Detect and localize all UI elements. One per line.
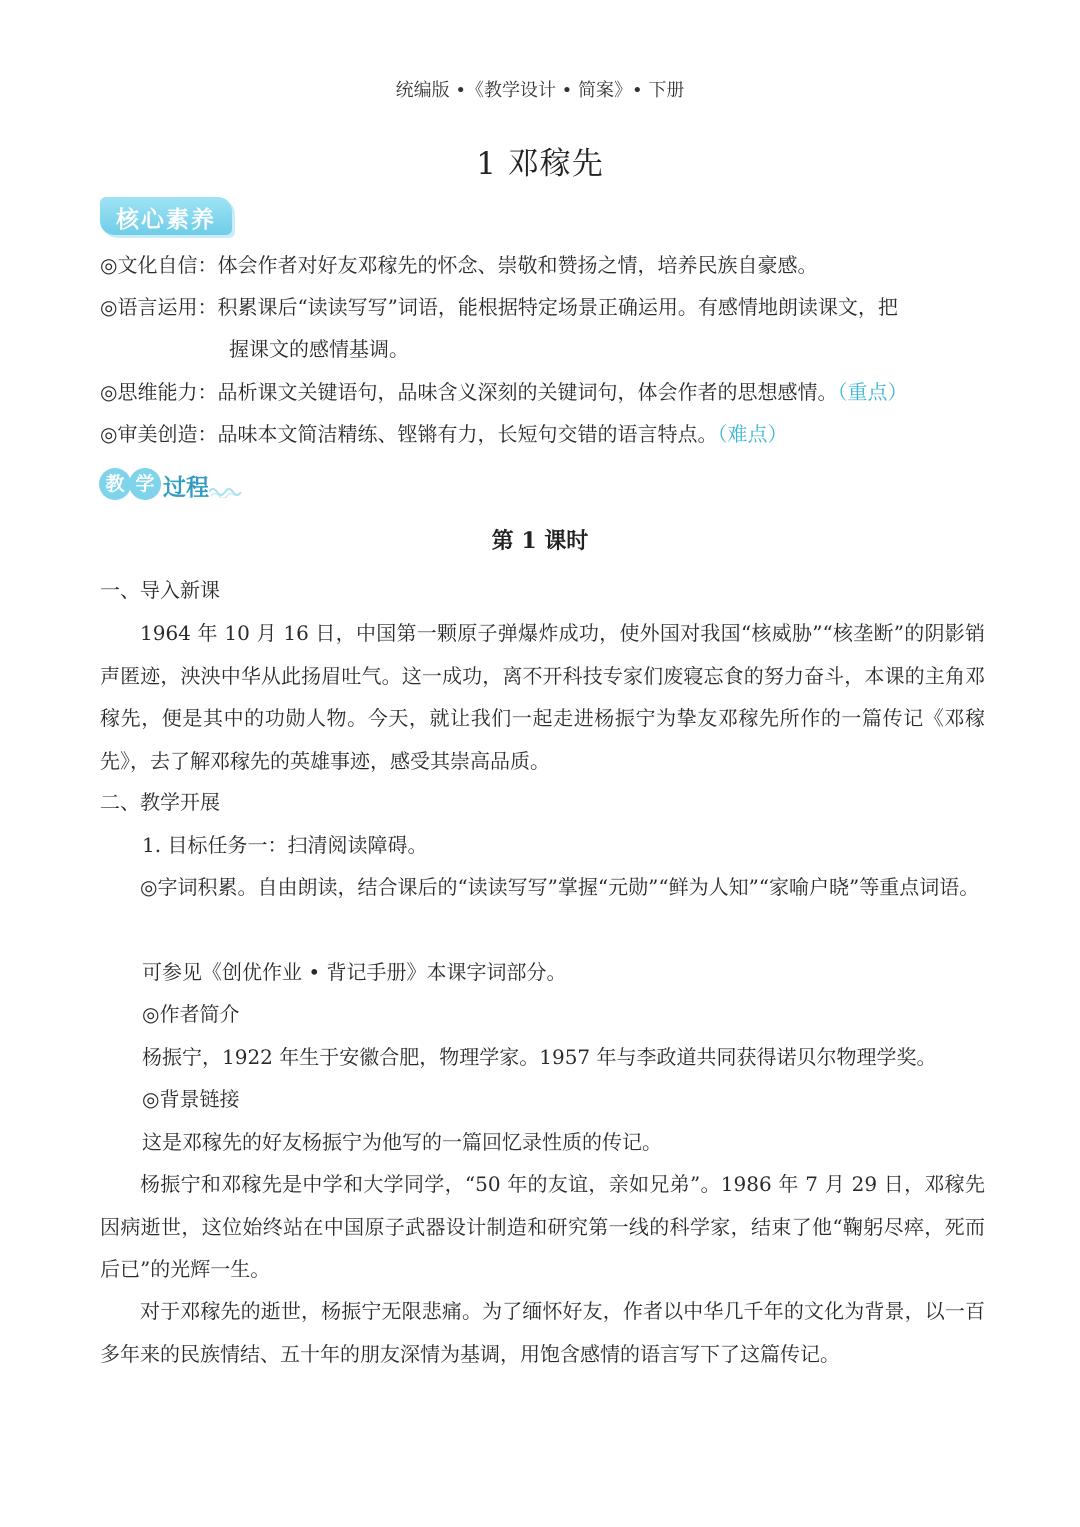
task-heading: 1. 目标任务一：扫清阅读障碍。 <box>142 833 428 857</box>
intro-paragraph: 1964 年 10 月 16 日，中国第一颗原子弹爆炸成功，使外国对我国“核威胁”“核垄断”的阴影销声匿迹，泱泱中华从此扬眉吐气。这一成功，离不开科技专家们废寝忘食的努力奋斗，本课的主角邓稼先，便是其中的功勋人物。今天，就让我们一起走进杨振宁为挚友邓稼先所作的一篇传记《邓稼先》，去了解邓稼先的英雄事迹，感受其崇高品质。 <box>100 621 985 773</box>
core-literacy-badge <box>100 197 232 235</box>
goal-item <box>100 371 990 413</box>
goal-item <box>100 244 990 286</box>
goal-text: ◎文化自信：体会作者对好友邓稼先的怀念、崇敬和赞扬之情，培养民族自豪感。 <box>100 253 818 277</box>
difficulty-mark: （难点） <box>717 422 788 446</box>
section-heading: 一、导入新课 <box>100 578 220 602</box>
lesson-title: 1 邓稼先 <box>476 146 604 182</box>
background-paragraph: 对于邓稼先的逝世，杨振宁无限悲痛。为了缅怀好友，作者以中华几千年的文化为背景，以一百多年来的民族情结、五十年的朋友深情为基调，用饱含感情的语言写下了这篇传记。 <box>100 1299 985 1366</box>
period-title: 第 1 课时 <box>491 528 589 554</box>
goal-text: ◎审美创造：品味本文简洁精练、铿锵有力，长短句交错的语言特点。 <box>100 422 718 446</box>
teaching-process-badge <box>99 468 249 504</box>
vocab-paragraph: ◎字词积累。自由朗读，结合课后的“读读写写”掌握“元勋”“鲜为人知”“家喻户晓”等重点词语。 <box>140 875 980 899</box>
goal-text-continued: 握课文的感情基调。 <box>229 337 409 361</box>
running-header: 统编版 •《教学设计 • 简案》• 下册 <box>395 80 685 101</box>
background-text: 这是邓稼先的好友杨振宁为他写的一篇回忆录性质的传记。 <box>142 1130 662 1154</box>
goal-item <box>100 413 990 455</box>
badge-label: 过程 <box>163 475 209 501</box>
badge-label: 核心素养 <box>116 207 216 233</box>
goal-text: ◎语言运用：积累课后“读读写写”词语，能根据特定场景正确运用。有感情地朗读课文，把 <box>100 295 898 319</box>
goal-text: ◎思维能力：品析课文关键语句，品味含义深刻的关键词句，体会作者的思想感情。 <box>100 380 838 404</box>
key-point-mark: （重点） <box>837 380 908 404</box>
author-heading: ◎作者简介 <box>142 1002 240 1026</box>
author-intro: 杨振宁，1922 年生于安徽合肥，物理学家。1957 年与李政道共同获得诺贝尔物理学奖。 <box>142 1045 937 1069</box>
section-heading: 二、教学开展 <box>100 790 220 814</box>
wave-decoration-icon <box>209 486 245 498</box>
background-paragraph: 杨振宁和邓稼先是中学和大学同学，“50 年的友谊，亲如兄弟”。1986 年 7 月 29 日，邓稼先因病逝世，这位始终站在中国原子武器设计制造和研究第一线的科学家，结束了他“鞠躬尽瘁，死而后已”的光辉一生。 <box>100 1172 985 1281</box>
background-heading: ◎背景链接 <box>142 1087 240 1111</box>
badge-circle: 学 <box>129 468 161 500</box>
reference-note: 可参见《创优作业 • 背记手册》本课字词部分。 <box>142 960 567 984</box>
badge-circle: 教 <box>99 468 131 500</box>
goal-item <box>100 286 990 328</box>
